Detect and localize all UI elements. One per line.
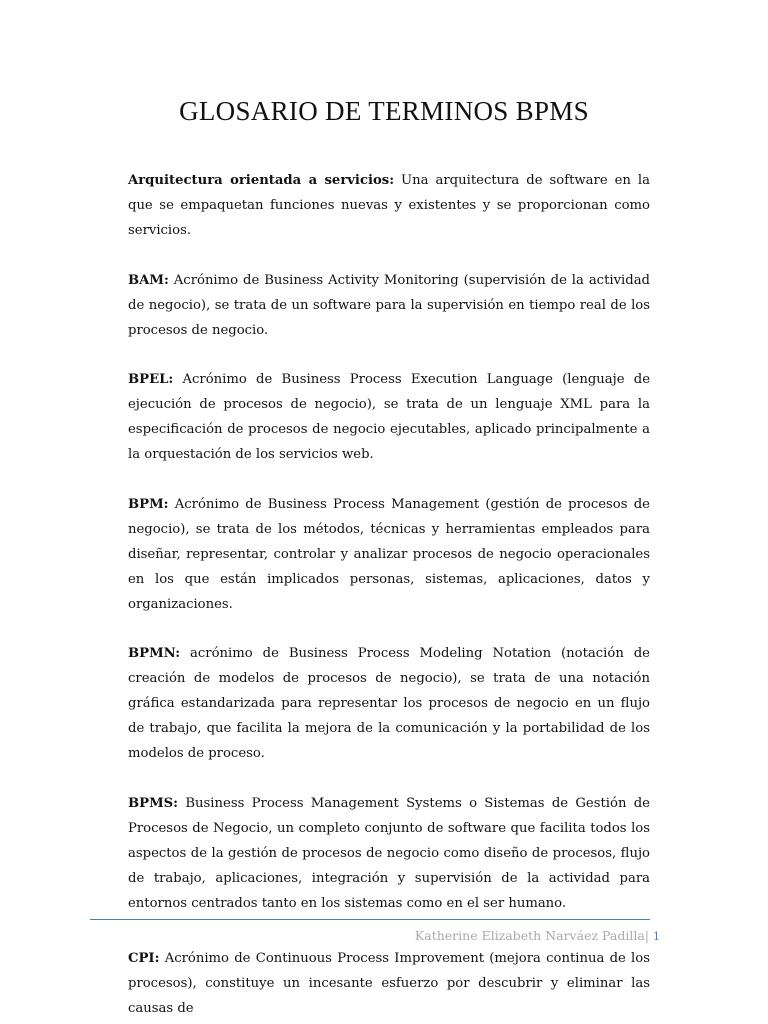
- page-title: GLOSARIO DE TERMINOS BPMS: [179, 96, 589, 126]
- glossary-definition: acrónimo de Business Process Modeling Notation (notación de creación de modelos de procesos de negocio), se trata de una notación gráfica estandarizada para representar los procesos de negocio en un flujo de trabajo, que facilita la mejora de la comunicación y la portabilidad de los modelos de proceso.: [128, 646, 650, 761]
- glossary-term: BPEL:: [128, 372, 174, 387]
- glossary-term: BPMS:: [128, 795, 179, 811]
- glossary-entry: [128, 168, 650, 243]
- glossary-term: BAM:: [128, 272, 169, 288]
- glossary-term: BPM:: [128, 496, 169, 512]
- glossary-definition: Acrónimo de Business Activity Monitoring (supervisión de la actividad de negocio), se trata de un software para la supervisión en tiempo real de los procesos de negocio.: [128, 272, 650, 338]
- glossary-definition: Una arquitectura de software en la que se empaquetan funciones nuevas y existentes y se proporcionan como servicios.: [128, 173, 650, 238]
- glossary-definition: Acrónimo de Continuous Process Improvement (mejora continua de los procesos), constituye un incesante esfuerzo por descubrir y eliminar las causas de: [128, 950, 650, 1016]
- glossary-entry: [128, 641, 650, 766]
- footer-author: Katherine Elizabeth Narváez Padilla: [414, 928, 645, 943]
- footer-divider: [90, 919, 650, 920]
- glossary-entry: [128, 492, 650, 617]
- page-number: 1: [653, 930, 660, 943]
- glossary-term: BPMN:: [128, 646, 181, 661]
- glossary-entry: [128, 946, 650, 1021]
- glossary-entry: [128, 791, 650, 916]
- glossary-entry: [128, 367, 650, 467]
- footer-separator: |: [644, 928, 649, 943]
- page-footer: [415, 928, 660, 943]
- glossary-definition: Acrónimo de Business Process Execution Language (lenguaje de ejecución de procesos de negocio), se trata de un lenguaje XML para la especificación de procesos de negocio ejecutables, aplicado principalmente a la orquestación de los servicios web.: [128, 372, 650, 462]
- glossary-term: CPI:: [128, 950, 160, 966]
- glossary-definition: Business Process Management Systems o Sistemas de Gestión de Procesos de Negocio, un completo conjunto de software que facilita todos los aspectos de la gestión de procesos de negocio como diseño de procesos, flujo de trabajo, aplicaciones, integración y supervisión de la actividad para entornos centrados tanto en los sistemas como en el ser humano.: [128, 795, 650, 911]
- glossary-definition: Acrónimo de Business Process Management (gestión de procesos de negocio), se trata de los métodos, técnicas y herramientas empleados para diseñar, representar, controlar y analizar procesos de negocio operacionales en los que están implicados personas, sistemas, aplicaciones, datos y organizaciones.: [128, 496, 650, 612]
- glossary-term: Arquitectura orientada a servicios:: [128, 173, 395, 188]
- glossary-entry: [128, 268, 650, 343]
